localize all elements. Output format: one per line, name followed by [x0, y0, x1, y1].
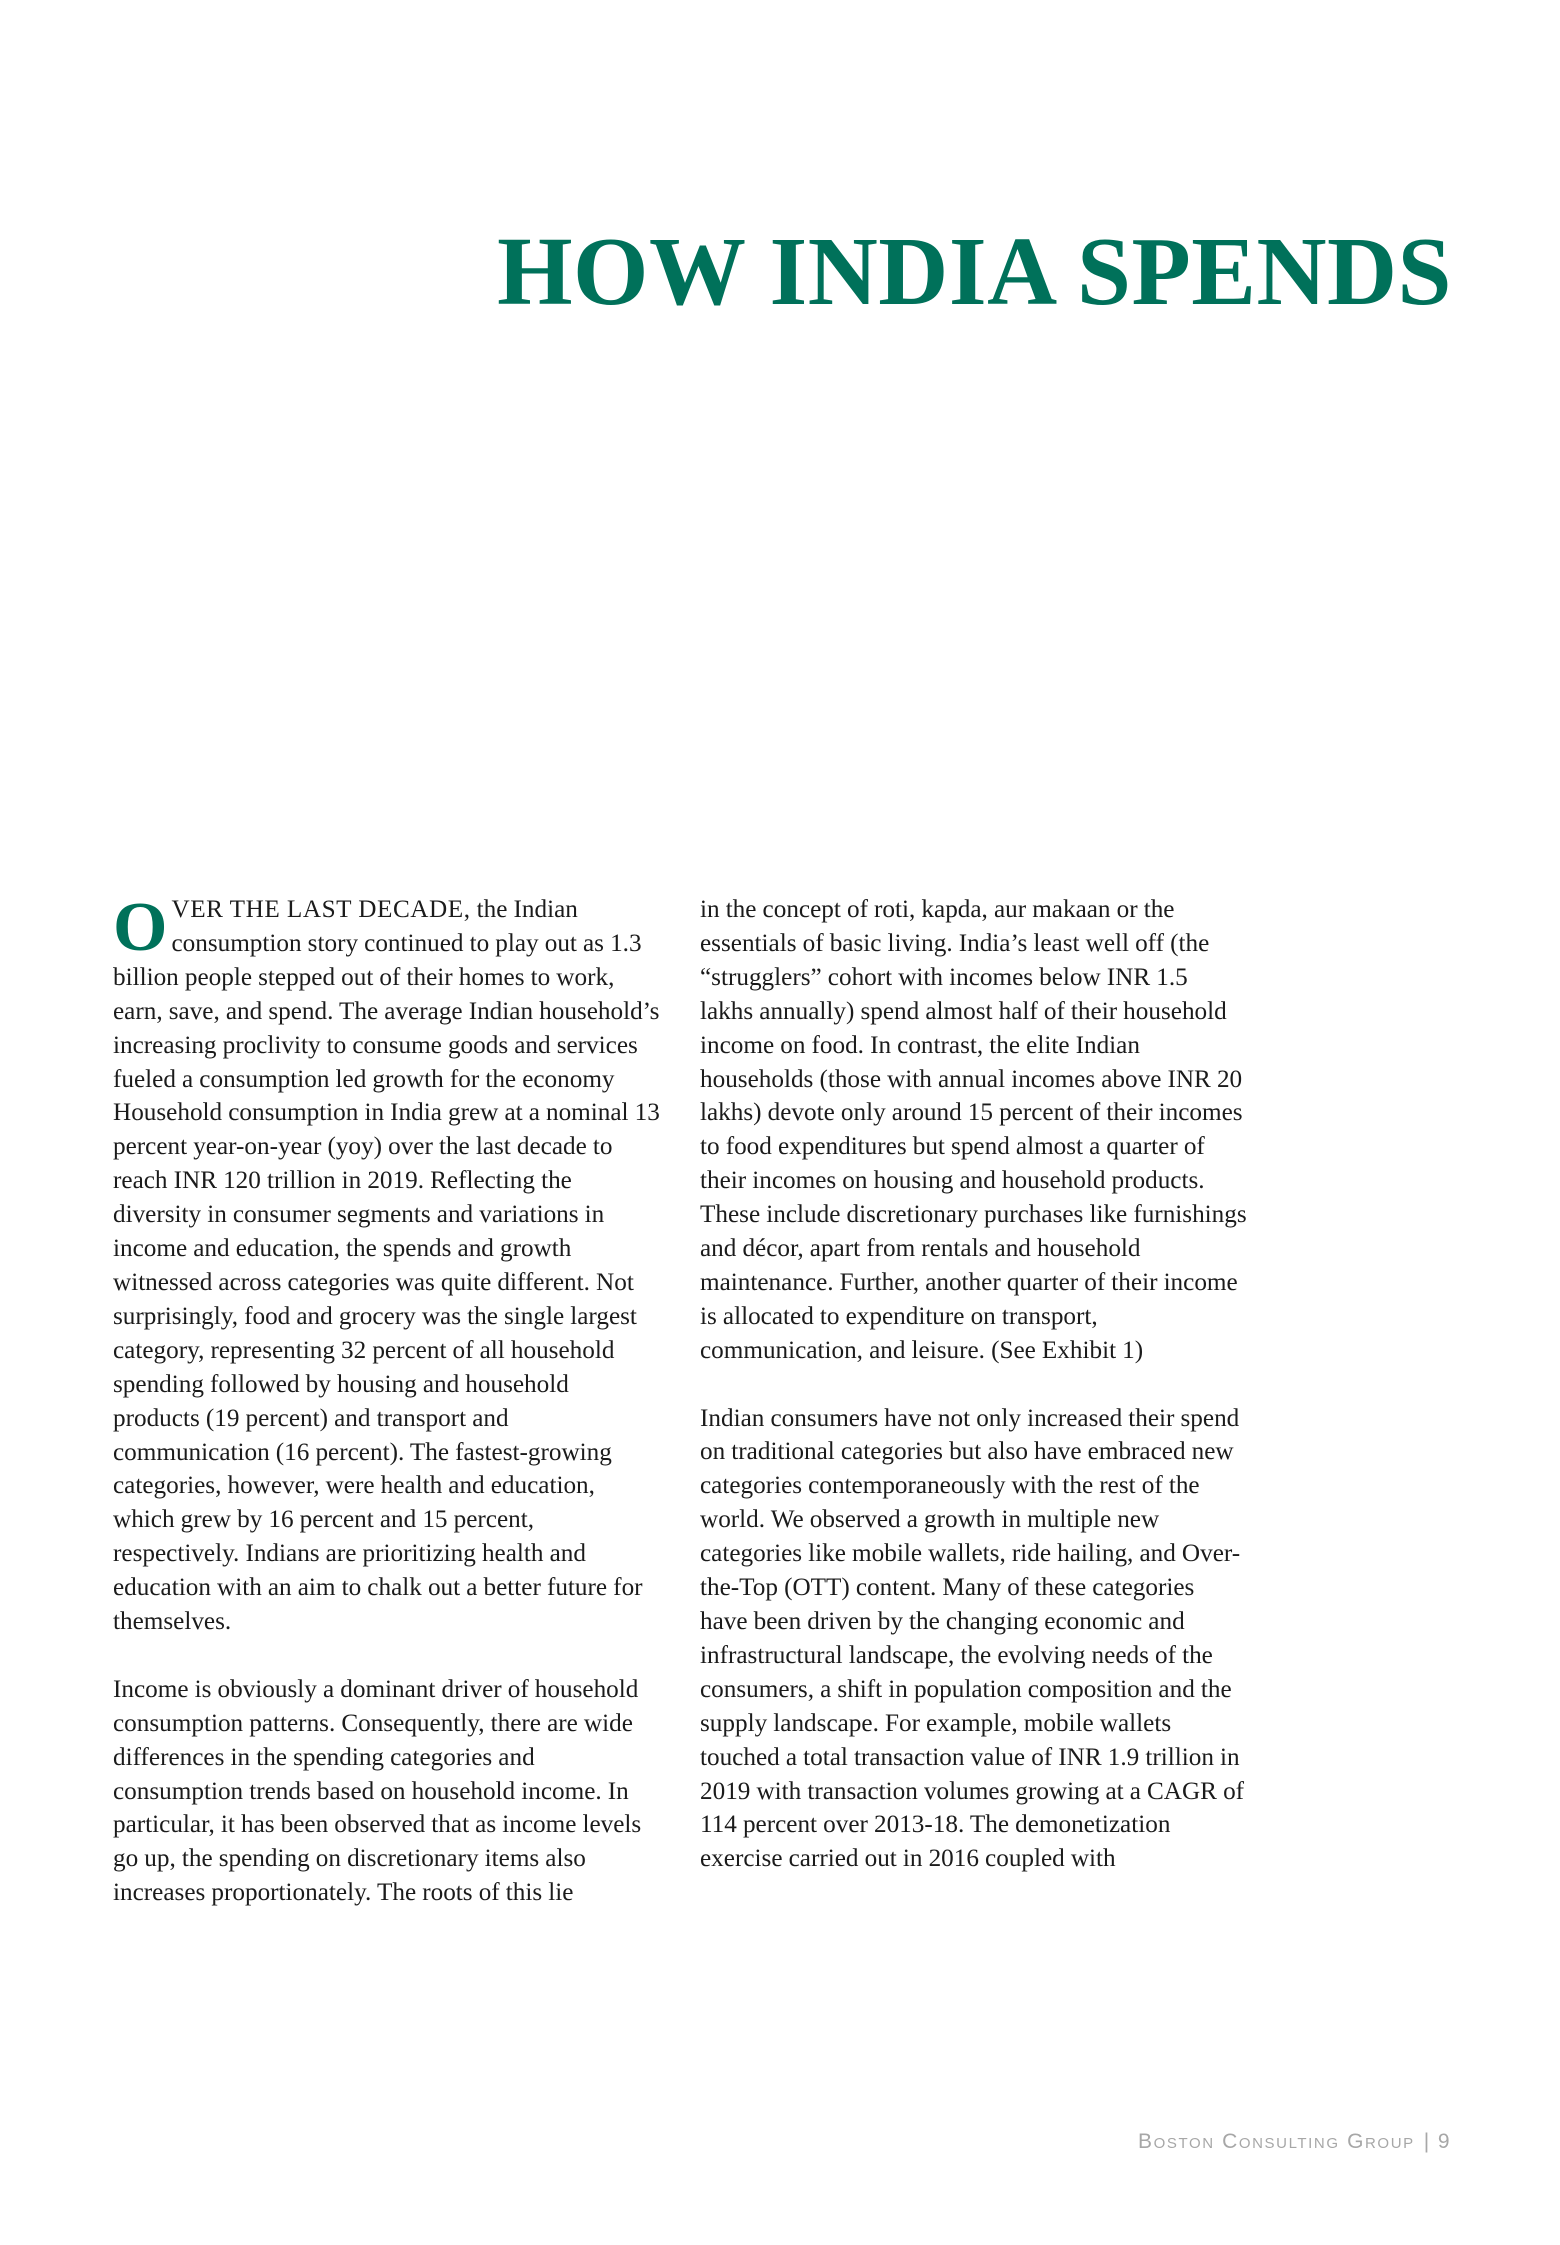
footer-organization: Boston Consulting Group [1137, 2130, 1415, 2153]
right-column [700, 893, 1247, 2073]
footer-divider: | [1423, 2130, 1431, 2153]
lead-paragraph [113, 889, 660, 1639]
drop-cap-letter: O [113, 889, 168, 966]
right-column-paragraph-1: in the concept of roti, kapda, aur makaan or the essentials of basic living. India’s least well off (the “strugglers” cohort with incomes below INR 1.5 lakhs annually) spend almost half of their household income on food. In contrast, the elite Indian households (those with annual incomes above INR 20 lakhs) devote only around 15 percent of their incomes to food expenditures but spend almost a quarter of their incomes on housing and household products. These include discretionary purchases like furnishings and décor, apart from rentals and household maintenance. Further, another quarter of their income is allocated to expenditure on transport, communication, and leisure. (See Exhibit 1) [700, 896, 1247, 1364]
left-column [113, 889, 660, 2073]
page-footer [1138, 2130, 1450, 2154]
lead-small-caps: VER THE LAST DECADE, [171, 896, 471, 923]
right-column-paragraph-2: Indian consumers have not only increased their spend on traditional categories but also have embraced new categories contemporaneously with the rest of the world. We observed a growth in multiple new categories like mobile wallets, ride hailing, and Over-the-Top (OTT) content. Many of these categories have been driven by the changing economic and infrastructural landscape, the evolving needs of the consumers, a shift in population composition and the supply landscape. For example, mobile wallets touched a total transaction value of INR 1.9 trillion in 2019 with transaction volumes growing at a CAGR of 114 percent over 2013-18. The demonetization exercise carried out in 2016 coupled with [700, 1404, 1245, 1873]
page-title: HOW INDIA SPENDS [497, 217, 1452, 325]
lead-paragraph-text: the Indian consumption story continued to play out as 1.3 billion people stepped out of their homes to work, earn, save, and spend. The average Indian household’s increasing proclivity to consume goods and services fueled a consumption led growth for the economy Household consumption in India grew at a nominal 13 percent year-on-year (yoy) over the last decade to reach INR 120 trillion in 2019. Reflecting the diversity in consumer segments and variations in income and education, the spends and growth witnessed across categories was quite different. Not surprisingly, food and grocery was the single largest category, representing 32 percent of all household spending followed by housing and household products (19 percent) and transport and communication (16 percent). The fastest-growing categories, however, were health and education, which grew by 16 percent and 15 percent, respectively. Indians are prioritizing health and education with an aim to chalk out a better future for themselves. [113, 896, 660, 1636]
left-column-paragraph-2: Income is obviously a dominant driver of household consumption patterns. Consequently, there are wide differences in the spending categories and consumption trends based on household income. In particular, it has been observed that as income levels go up, the spending on discretionary items also increases proportionately. The roots of this lie [113, 1675, 642, 1907]
article-body [113, 889, 1247, 2073]
footer-page-number: 9 [1437, 2130, 1450, 2153]
